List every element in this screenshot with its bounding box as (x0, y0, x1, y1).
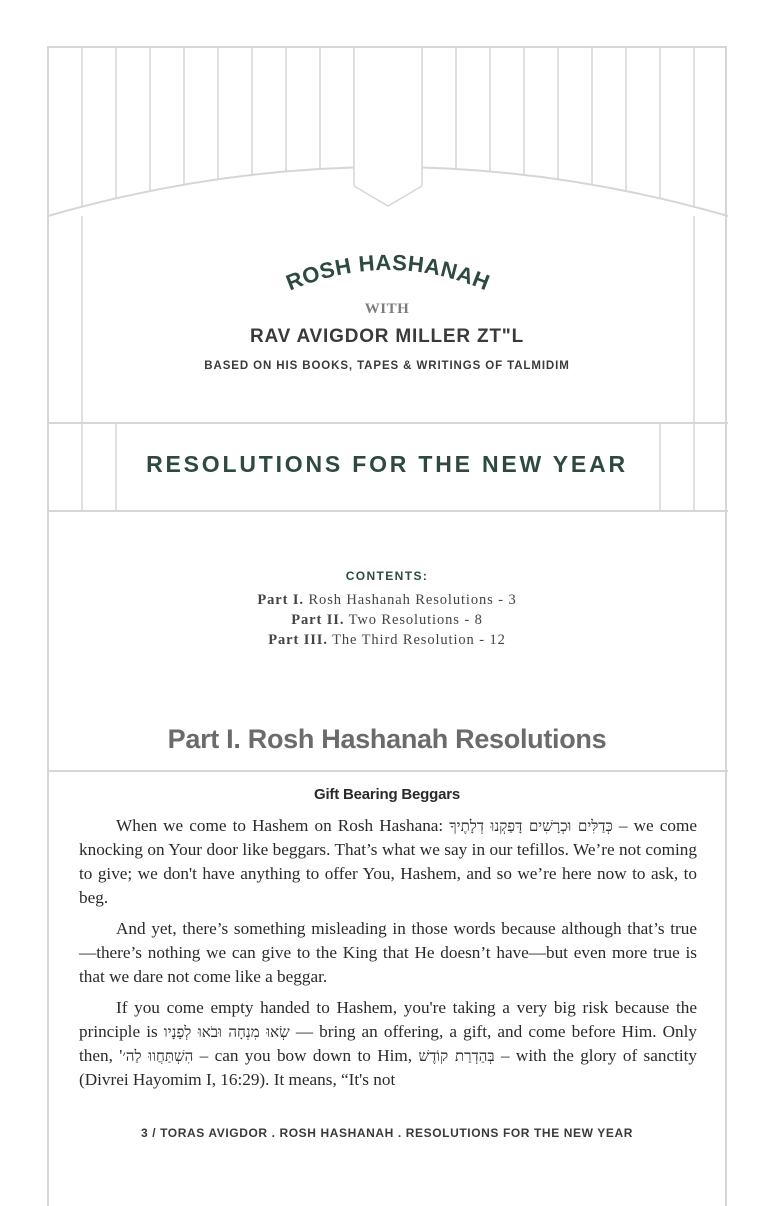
author-line: RAV AVIGDOR MILLER ZT"L (249, 326, 525, 347)
with-label: WITH (364, 301, 410, 317)
subheading: Gift Bearing Beggars (313, 786, 461, 803)
hebrew-quote: הִשְׁתַּחֲווּ לַה׳ (122, 1047, 194, 1065)
paragraph-2: And yet, there’s something misleading in those words because although that’s true—there’s nothing we can give to the King that He doesn’t have—but even more true is that we dare not come like a beggar. (79, 919, 697, 986)
toc-part: Part III. (268, 632, 328, 648)
hebrew-quote: כְּדַלִּים וּכְרָשִׁים דָּפַקְנוּ דְלָתֶיךָ (449, 817, 613, 835)
paragraph-1: When we come to Hashem on Rosh Hashana: כְּדַלִּים וּכְרָשִׁים דָּפַקְנוּ דְלָתֶיךָ – we come knocking on Your door like beggars. That’s what we say in our tefillos. We’re not coming to give; we don't have anything to offer You, Hashem, and so we’re here now to ask, to beg. (79, 816, 697, 907)
source-line: BASED ON HIS BOOKS, TAPES & WRITINGS OF TALMIDIM (204, 360, 570, 372)
arch-keystone (354, 48, 422, 206)
toc-title: The Third Resolution - 12 (332, 632, 506, 648)
page-footer: 3 / TORAS AVIGDOR . ROSH HASHANAH . RESOLUTIONS FOR THE NEW YEAR (141, 1126, 633, 1140)
hebrew-quote: שְׂאוּ מִנְחָה וּבֹאוּ לְפָנָיו (163, 1023, 290, 1041)
toc-part: Part I. (257, 592, 304, 608)
decorative-arch-frame (0, 0, 776, 520)
part-title: Part I. Rosh Hashanah Resolutions (167, 724, 607, 754)
toc-title: Rosh Hashanah Resolutions - 3 (308, 592, 517, 608)
section-heading: RESOLUTIONS FOR THE NEW YEAR (146, 451, 628, 477)
toc-title: Two Resolutions - 8 (348, 612, 483, 628)
body-text (79, 814, 697, 1099)
toc-part: Part II. (291, 612, 345, 628)
contents-label: CONTENTS: (345, 569, 429, 583)
toc-item[interactable] (47, 612, 727, 629)
toc-item[interactable] (47, 632, 727, 649)
paragraph-3: If you come empty handed to Hashem, you're taking a very big risk because the principle is שְׂאוּ מִנְחָה וּבֹאוּ לְפָנָיו — bring an offering, a gift, and come before Him. Only then, 'הִשְׁתַּחֲווּ לַה׳ – can you bow down to Him, בְּהַדְרַת קוֹדֶשׁ – with the glory of sanctity (Divrei Hayomim I, 16:29). It means, “It's not (79, 998, 698, 1089)
part-title-divider (0, 760, 776, 780)
arched-title: ROSH HASHANAH (282, 249, 494, 296)
toc-item[interactable] (47, 592, 727, 609)
hebrew-quote: בְּהַדְרַת קוֹדֶשׁ (418, 1047, 495, 1065)
